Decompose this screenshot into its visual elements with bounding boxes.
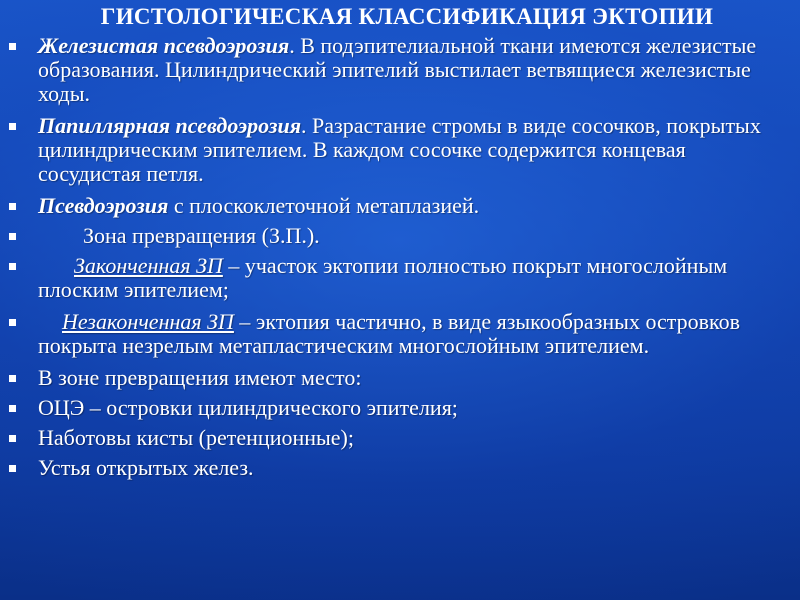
bullet-item (0, 456, 790, 480)
square-bullet-icon (9, 263, 16, 270)
bullet-lead: Незаконченная ЗП (62, 309, 234, 334)
bullet-item (0, 396, 790, 420)
bullet-item (0, 114, 790, 186)
bullet-item (0, 426, 790, 450)
square-bullet-icon (9, 375, 16, 382)
bullet-text: ОЦЭ – островки цилиндрического эпителия; (38, 395, 458, 420)
square-bullet-icon (9, 123, 16, 130)
bullet-text: – участок эктопии полностью покрыт многослойным плоским эпителием; (38, 253, 728, 302)
bullet-lead: Железистая псевдоэрозия (38, 33, 290, 58)
bullet-text: Наботовы кисты (ретенционные); (38, 425, 354, 450)
bullet-text: В зоне превращения имеют место: (38, 365, 362, 390)
square-bullet-icon (9, 43, 16, 50)
bullet-item (0, 366, 790, 390)
bullet-text: Зона превращения (З.П.). (83, 223, 320, 248)
bullet-item (0, 254, 790, 302)
bullet-lead: Законченная ЗП (74, 253, 223, 278)
bullet-text: – эктопия частично, в виде языкообразных островков покрыта незрелым метапластическим многослойным эпителием. (38, 309, 740, 358)
bullet-text: . Разрастание стромы в виде сосочков, покрытых цилиндрическим эпителием. В каждом сосочке содержится концевая сосудистая петля. (38, 113, 761, 186)
square-bullet-icon (9, 435, 16, 442)
bullet-text: Устья открытых желез. (38, 455, 254, 480)
bullet-item (0, 194, 790, 218)
bullet-lead: Псевдоэрозия (38, 193, 169, 218)
bullet-text: с плоскоклеточной метаплазией. (168, 193, 480, 218)
square-bullet-icon (9, 465, 16, 472)
bullet-lead: Папиллярная псевдоэрозия (38, 113, 302, 138)
square-bullet-icon (9, 203, 16, 210)
slide-title: ГИСТОЛОГИЧЕСКАЯ КЛАССИФИКАЦИЯ ЭКТОПИИ (100, 4, 714, 29)
bullet-list (0, 34, 790, 486)
bullet-item (0, 310, 790, 358)
square-bullet-icon (9, 233, 16, 240)
square-bullet-icon (9, 319, 16, 326)
bullet-item (0, 224, 790, 248)
bullet-text: . В подэпителиальной ткани имеются железистые образования. Цилиндрический эпителий выстилает ветвящиеся железистые ходы. (38, 33, 757, 106)
bullet-item (0, 34, 790, 106)
square-bullet-icon (9, 405, 16, 412)
